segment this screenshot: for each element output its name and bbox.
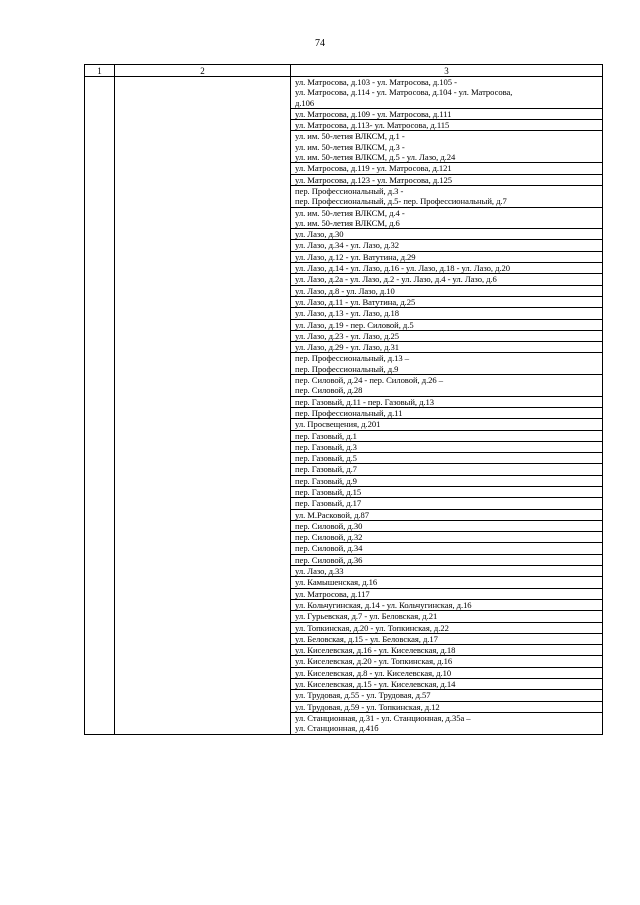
address-cell xyxy=(291,319,603,330)
address-cell xyxy=(291,274,603,285)
address-table xyxy=(84,64,603,735)
table-cell-col1 xyxy=(85,77,115,735)
address-line: пер. Силовой, д.36 xyxy=(295,554,363,565)
address-line: пер. Газовый, д.17 xyxy=(295,498,362,509)
address-line: ул. Лазо, д.30 xyxy=(295,229,344,240)
address-line: ул. Матросова, д.117 xyxy=(295,588,370,599)
table-row xyxy=(85,77,603,109)
address-line: ул. Камышенская, д.16 xyxy=(295,577,378,588)
table-body xyxy=(85,77,603,735)
page-number: 74 xyxy=(315,38,325,49)
column-header-2: 2 xyxy=(115,65,291,77)
address-line: д.106 xyxy=(295,97,315,108)
address-line: пер. Силовой, д.24 - пер. Силовой, д.26 – xyxy=(295,375,444,386)
address-line: пер. Профессиональный, д.13 – xyxy=(295,353,410,364)
address-cell xyxy=(291,131,603,163)
address-line: пер. Газовый, д.11 - пер. Газовый, д.13 xyxy=(295,396,435,407)
address-line: ул. Киселевская, д.8 - ул. Киселевская, д.10 xyxy=(295,667,452,678)
address-cell xyxy=(291,407,603,418)
address-cell xyxy=(291,441,603,452)
address-line: ул. Лазо, д.12 - ул. Ватутина, д.29 xyxy=(295,251,416,262)
address-cell xyxy=(291,375,603,397)
address-line: ул. Киселевская, д.16 - ул. Киселевская, д.18 xyxy=(295,645,456,656)
address-cell xyxy=(291,611,603,622)
address-cell xyxy=(291,656,603,667)
table-cell-col2 xyxy=(115,77,291,735)
address-cell xyxy=(291,464,603,475)
address-line: ул. Матросова, д.123 - ул. Матросова, д.125 xyxy=(295,174,452,185)
address-cell xyxy=(291,453,603,464)
address-cell xyxy=(291,229,603,240)
address-cell xyxy=(291,174,603,185)
address-cell xyxy=(291,701,603,712)
address-line: ул. Трудовая, д.59 - ул. Топкинская, д.12 xyxy=(295,701,440,712)
address-cell xyxy=(291,285,603,296)
address-cell xyxy=(291,330,603,341)
address-line: ул. Лазо, д.34 - ул. Лазо, д.32 xyxy=(295,240,400,251)
address-cell xyxy=(291,185,603,207)
address-line: пер. Профессиональный, д.3 - xyxy=(295,185,404,196)
address-cell xyxy=(291,308,603,319)
address-line: пер. Силовой, д.28 xyxy=(295,385,363,396)
address-line: ул. Кольчугинская, д.14 - ул. Кольчугинская, д.16 xyxy=(295,599,472,610)
address-line: пер. Газовый, д.9 xyxy=(295,475,357,486)
address-line: ул. Киселевская, д.20 - ул. Топкинская, д.16 xyxy=(295,656,453,667)
address-line: пер. Профессиональный, д.9 xyxy=(295,363,399,374)
address-cell xyxy=(291,251,603,262)
address-cell xyxy=(291,712,603,734)
address-cell xyxy=(291,163,603,174)
address-cell xyxy=(291,532,603,543)
address-cell xyxy=(291,554,603,565)
address-line: ул. Станционная, д.41б xyxy=(295,723,379,734)
address-line: ул. Просвещения, д.201 xyxy=(295,419,381,430)
address-line: пер. Газовый, д.15 xyxy=(295,486,362,497)
address-cell xyxy=(291,207,603,229)
address-line: ул. Матросова, д.103 - ул. Матросова, д.105 - xyxy=(295,77,457,87)
address-line: ул. Матросова, д.113- ул. Матросова, д.115 xyxy=(295,120,450,131)
address-line: ул. Матросова, д.109 - ул. Матросова, д.111 xyxy=(295,108,452,119)
table-header-row xyxy=(85,65,603,77)
address-cell xyxy=(291,577,603,588)
address-line: ул. Лазо, д.2а - ул. Лазо, д.2 - ул. Лазо, д.4 - ул. Лазо, д.6 xyxy=(295,274,497,285)
address-line: пер. Силовой, д.34 xyxy=(295,543,363,554)
address-cell xyxy=(291,498,603,509)
address-line: ул. Трудовая, д.55 - ул. Трудовая, д.57 xyxy=(295,690,431,701)
address-cell xyxy=(291,543,603,554)
address-line: ул. им. 50-летия ВЛКСМ, д.1 - xyxy=(295,131,405,142)
address-cell xyxy=(291,77,603,109)
address-cell xyxy=(291,120,603,131)
address-line: ул. Матросова, д.119 - ул. Матросова, д.121 xyxy=(295,163,452,174)
address-cell xyxy=(291,342,603,353)
address-line: ул. им. 50-летия ВЛКСМ, д.3 - xyxy=(295,141,405,152)
address-line: ул. Лазо, д.29 - ул. Лазо, д.31 xyxy=(295,342,400,353)
address-cell xyxy=(291,353,603,375)
address-line: ул. Беловская, д.15 - ул. Беловская, д.17 xyxy=(295,633,438,644)
address-cell xyxy=(291,645,603,656)
address-line: ул. им. 50-летия ВЛКСМ, д.6 xyxy=(295,217,400,228)
address-cell xyxy=(291,296,603,307)
address-cell xyxy=(291,419,603,430)
address-line: пер. Газовый, д.5 xyxy=(295,453,357,464)
address-line: пер. Профессиональный, д.5- пер. Профессиональный, д.7 xyxy=(295,196,507,207)
address-line: ул. Лазо, д.8 - ул. Лазо, д.10 xyxy=(295,285,395,296)
address-line: ул. им. 50-летия ВЛКСМ, д.5 - ул. Лазо, д.24 xyxy=(295,152,456,163)
address-line: ул. М.Расковой, д.87 xyxy=(295,509,370,520)
address-line: ул. Лазо, д.33 xyxy=(295,566,344,577)
address-cell xyxy=(291,240,603,251)
address-line: ул. Станционная, д.31 - ул. Станционная, д.35а – xyxy=(295,712,471,723)
address-cell xyxy=(291,430,603,441)
address-line: ул. Матросова, д.114 - ул. Матросова, д.104 - ул. Матросова, xyxy=(295,87,513,98)
address-cell xyxy=(291,263,603,274)
address-line: ул. Лазо, д.23 - ул. Лазо, д.25 xyxy=(295,330,400,341)
address-cell xyxy=(291,486,603,497)
address-cell xyxy=(291,667,603,678)
address-line: ул. Лазо, д.19 - пер. Силовой, д.5 xyxy=(295,319,414,330)
address-line: ул. Лазо, д.13 - ул. Лазо, д.18 xyxy=(295,308,400,319)
address-line: пер. Газовый, д.7 xyxy=(295,464,357,475)
address-line: пер. Силовой, д.30 xyxy=(295,520,363,531)
column-header-1: 1 xyxy=(85,65,115,77)
address-line: ул. Лазо, д.11 - ул. Ватутина, д.25 xyxy=(295,296,416,307)
address-line: пер. Газовый, д.1 xyxy=(295,430,357,441)
address-line: ул. Топкинская, д.20 - ул. Топкинская, д.22 xyxy=(295,622,449,633)
address-cell xyxy=(291,599,603,610)
address-cell xyxy=(291,475,603,486)
address-cell xyxy=(291,396,603,407)
address-cell xyxy=(291,520,603,531)
address-line: ул. Киселевская, д.15 - ул. Киселевская, д.14 xyxy=(295,679,456,690)
address-cell xyxy=(291,566,603,577)
address-line: ул. им. 50-летия ВЛКСМ, д.4 - xyxy=(295,207,405,218)
address-cell xyxy=(291,622,603,633)
address-line: пер. Силовой, д.32 xyxy=(295,532,363,543)
column-header-3: 3 xyxy=(291,65,603,77)
address-cell xyxy=(291,509,603,520)
address-cell xyxy=(291,679,603,690)
address-line: пер. Профессиональный, д.11 xyxy=(295,407,403,418)
address-line: ул. Лазо, д.14 - ул. Лазо, д.16 - ул. Лазо, д.18 - ул. Лазо, д.20 xyxy=(295,263,511,274)
address-cell xyxy=(291,633,603,644)
address-cell xyxy=(291,690,603,701)
address-line: ул. Гурьевская, д.7 - ул. Беловская, д.21 xyxy=(295,611,438,622)
address-cell xyxy=(291,108,603,119)
address-cell xyxy=(291,588,603,599)
address-line: пер. Газовый, д.3 xyxy=(295,441,357,452)
